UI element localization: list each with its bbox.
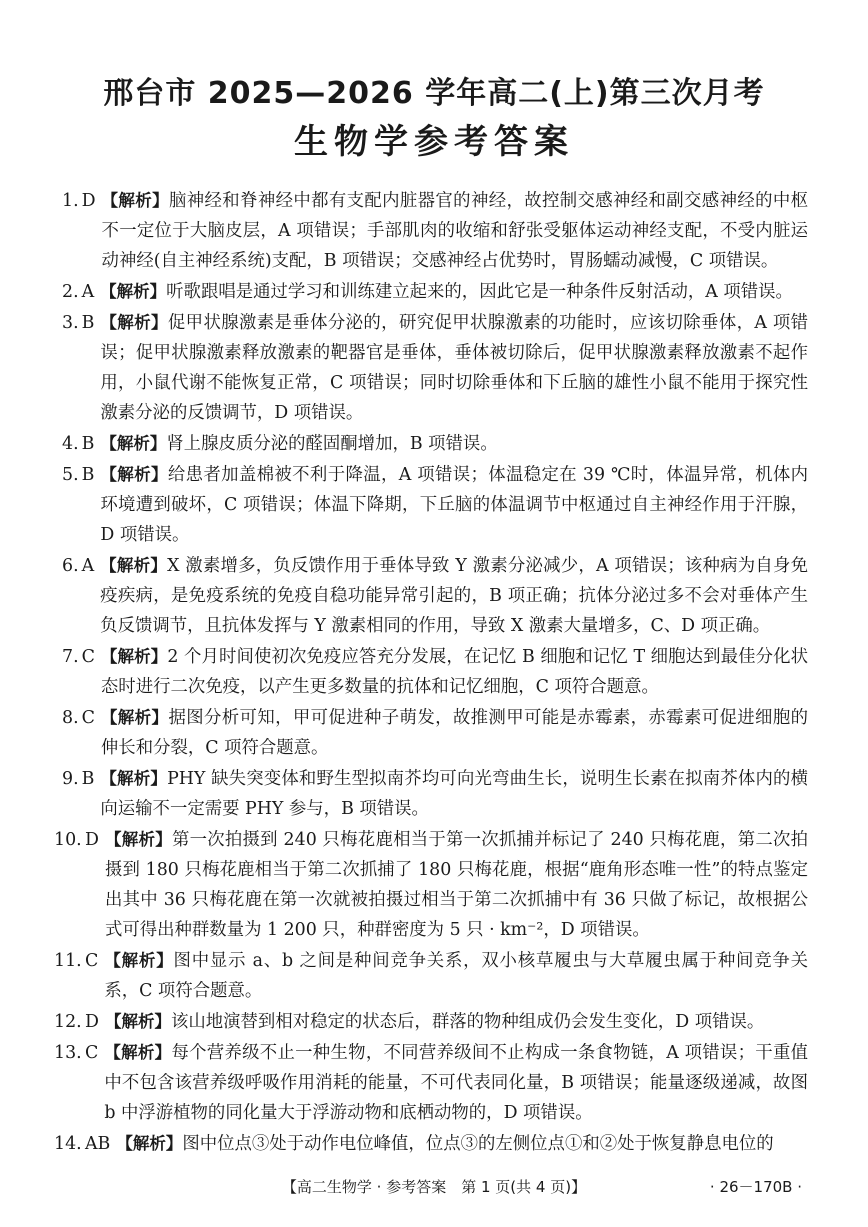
answer-explanation (100, 429, 808, 459)
analysis-tag: 【解析】 (100, 464, 168, 484)
answer-explanation (102, 186, 808, 277)
answer-item (54, 1038, 809, 1129)
analysis-tag: 【解析】 (100, 312, 168, 332)
explanation-text: 脑神经和脊神经中都有支配内脏器官的神经，故控制交感神经和副交感神经的中枢不一定位于大脑皮层，A 项错误；手部肌肉的收缩和舒张受躯体运动神经支配，不受内脏运动神经(自主神经系统)支配，B 项错误；交感神经占优势时，胃肠蠕动减慢，C 项错误。 (101, 191, 808, 272)
answer-number: 4. (62, 434, 79, 455)
answer-item (62, 764, 808, 824)
analysis-tag: 【解析】 (100, 555, 168, 575)
analysis-tag: 【解析】 (104, 1011, 171, 1031)
answer-number: 2. (62, 282, 79, 303)
answer-explanation (116, 1129, 808, 1159)
explanation-text: 肾上腺皮质分泌的醛固酮增加，B 项错误。 (166, 434, 498, 455)
footer-page-info: 【高二生物学 · 参考答案 第 1 页(共 4 页)】 (281, 1178, 587, 1196)
analysis-tag: 【解析】 (100, 434, 167, 454)
explanation-text: 图中显示 a、b 之间是种间竞争关系，双小核草履虫与大草履虫属于种间竞争关系，C 项符合题意。 (104, 951, 809, 1002)
explanation-text: 促甲状腺激素是垂体分泌的，研究促甲状腺激素的功能时，应该切除垂体，A 项错误；促甲状腺激素释放激素的靶器官是垂体，垂体被切除后，促甲状腺激素释放激素不起作用，小鼠代谢不能恢复正常，C 项错误；同时切除垂体和下丘脑的雄性小鼠不能用于探究性激素分泌的反馈调节，D 项错误。 (100, 312, 809, 424)
answer-number: 8. (62, 707, 79, 728)
answer-choice: B (81, 464, 95, 485)
answer-explanation (100, 551, 808, 642)
page-subtitle: 生物学参考答案 (294, 122, 574, 162)
answer-number: 9. (62, 768, 79, 789)
explanation-text: PHY 缺失突变体和野生型拟南芥均可向光弯曲生长，说明生长素在拟南芥体内的横向运输不一定需要 PHY 参与，B 项错误。 (100, 768, 808, 820)
answer-choice: D (81, 191, 96, 211)
answer-choice: C (85, 951, 99, 972)
answer-explanation (101, 703, 808, 763)
analysis-tag: 【解析】 (101, 191, 170, 210)
answer-choice: D (85, 829, 99, 850)
answer-choice: C (85, 1042, 99, 1063)
answer-item (54, 1129, 808, 1159)
answer-explanation (100, 308, 808, 429)
explanation-text: X 激素增多，负反馈作用于垂体导致 Y 激素分泌减少，A 项错误；该种病为自身免疫疾病，是免疫系统的免疫自稳功能异常引起的，B 项正确；抗体分泌过多不会对垂体产生负反馈调节，且抗体发挥与 Y 激素相同的作用，导致 X 激素大量增多，C、D 项正确。 (100, 555, 809, 637)
answer-number: 3. (62, 312, 79, 333)
answer-choice: D (85, 1011, 99, 1032)
answer-choice: B (81, 768, 95, 789)
answer-explanation (104, 1038, 808, 1129)
analysis-tag: 【解析】 (104, 829, 172, 849)
answer-explanation (105, 825, 808, 946)
answer-item (62, 642, 808, 702)
analysis-tag: 【解析】 (104, 1042, 172, 1062)
analysis-tag: 【解析】 (100, 768, 168, 788)
answer-number: 6. (62, 555, 79, 576)
answer-number: 7. (62, 647, 79, 668)
answer-number: 14. (54, 1133, 82, 1154)
analysis-tag: 【解析】 (100, 282, 167, 302)
analysis-tag: 【解析】 (100, 707, 169, 727)
answer-number: 1. (62, 191, 79, 211)
answer-explanation (104, 946, 808, 1006)
explanation-text: 2 个月时间使初次免疫应答充分发展，在记忆 B 细胞和记忆 T 细胞达到最佳分化状态时进行二次免疫，以产生更多数量的抗体和记忆细胞，C 项符合题意。 (100, 647, 808, 698)
answer-explanation (100, 764, 808, 824)
footer-code: · 26－170B · (709, 1178, 802, 1196)
answer-number: 13. (54, 1042, 82, 1063)
answer-choice: A (81, 555, 95, 576)
explanation-text: 第一次拍摄到 240 只梅花鹿相当于第一次抓捕并标记了 240 只梅花鹿，第二次拍摄到 180 只梅花鹿相当于第二次抓捕了 180 只梅花鹿，根据“鹿角形态唯一性”的特点鉴定出其中 36 只梅花鹿在第一次就被拍摄过相当于第二次抓捕中有 36 只做了标记，故根据公式可得出种群数量为 1 200 只，种群密度为 5 只 · km⁻²，D 项错误。 (104, 829, 808, 941)
answer-number: 10. (54, 829, 82, 850)
answer-item (62, 308, 808, 429)
answer-number: 5. (62, 464, 79, 485)
answer-item (62, 186, 808, 277)
answer-number: 11. (54, 951, 82, 972)
explanation-text: 据图分析可知，甲可促进种子萌发，故推测甲可能是赤霉素，赤霉素可促进细胞的伸长和分裂，C 项符合题意。 (100, 707, 808, 759)
answer-item (62, 460, 808, 551)
answer-explanation (105, 1007, 808, 1037)
explanation-text: 每个营养级不止一种生物，不同营养级间不止构成一条食物链，A 项错误；干重值中不包含该营养级呼吸作用消耗的能量，不可代表同化量，B 项错误；能量逐级递减，故图 b 中浮游植物的同化量大于浮游动物和底栖动物的，D 项错误。 (104, 1042, 809, 1124)
analysis-tag: 【解析】 (100, 647, 168, 667)
answer-choice: C (81, 647, 95, 668)
explanation-text: 听歌跟唱是通过学习和训练建立起来的，因此它是一种条件反射活动，A 项错误。 (166, 282, 793, 303)
answer-explanation (100, 277, 808, 307)
answer-choice: C (81, 707, 95, 728)
answer-list (54, 186, 809, 1160)
answer-item (62, 551, 808, 642)
explanation-text: 图中位点③处于动作电位峰值，位点③的左侧位点①和②处于恢复静息电位的 (182, 1133, 774, 1154)
answer-item (54, 825, 808, 946)
page-title: 邢台市 2025—2026 学年高二(上)第三次月考 (103, 76, 765, 111)
explanation-text: 该山地演替到相对稳定的状态后，群落的物种组成仍会发生变化，D 项错误。 (170, 1011, 765, 1032)
answer-choice: B (81, 312, 95, 333)
answer-item (62, 277, 808, 307)
answer-choice: B (81, 434, 95, 455)
answer-item (54, 1007, 808, 1037)
answer-explanation (100, 460, 808, 551)
analysis-tag: 【解析】 (104, 951, 174, 971)
answer-item (54, 946, 809, 1006)
answer-number: 12. (54, 1011, 82, 1032)
answer-explanation (101, 642, 808, 702)
answer-item (62, 703, 808, 763)
answer-item (62, 429, 808, 459)
answer-choice: A (81, 282, 95, 303)
analysis-tag: 【解析】 (116, 1133, 183, 1153)
answer-choice: AB (85, 1133, 111, 1154)
explanation-text: 给患者加盖棉被不利于降温，A 项错误；体温稳定在 39 ℃时，体温异常，机体内环境遭到破坏，C 项错误；体温下降期，下丘脑的体温调节中枢通过自主神经作用于汗腺，D 项错误。 (100, 464, 809, 546)
